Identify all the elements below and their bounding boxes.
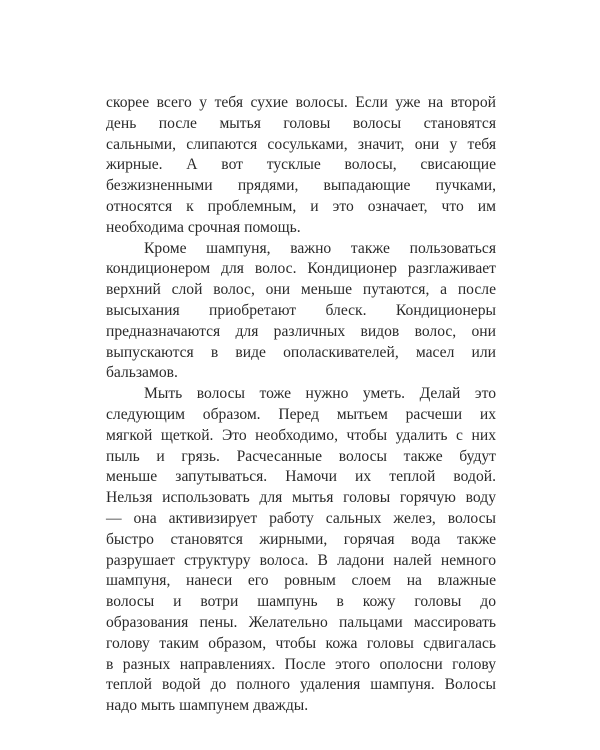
text-line: теплой водой до полного удаления шампуня. Волосы <box>106 676 496 694</box>
text-line: надо мыть шампунем дважды. <box>106 697 309 715</box>
text-line: шампуня, нанеси его ровным слоем на влажные <box>106 572 496 590</box>
text-line: выпускаются в виде ополаскивателей, масел или <box>106 343 496 361</box>
text-line: мягкой щеткой. Это необходимо, чтобы удалить с них <box>106 426 496 444</box>
text-line: следующим образом. Перед мытьем расчеши их <box>106 405 496 423</box>
text-line: предназначаются для различных видов волос, они <box>106 322 496 340</box>
text-line: Кроме шампуня, важно также пользоваться <box>144 239 496 257</box>
text-line: бальзамов. <box>106 364 178 382</box>
text-line: разрушает структуру волоса. В ладони налей немного <box>106 551 496 569</box>
text-line: скорее всего у тебя сухие волосы. Если уже на второй <box>106 94 496 111</box>
text-line: в разных направлениях. После этого ополосни голову <box>106 655 496 673</box>
text-line: — она активизирует работу сальных желез, волосы <box>106 509 496 527</box>
paragraph <box>106 384 496 717</box>
text-line: быстро становятся жирными, горячая вода также <box>106 530 496 548</box>
text-line: высыхания приобретают блеск. Кондиционеры <box>106 301 496 319</box>
text-line: Нельзя использовать для мытья головы горячую воду <box>106 489 496 507</box>
text-line: относятся к проблемным, и это означает, что им <box>106 197 496 215</box>
text-line: меньше запутываться. Намочи их теплой водой. <box>106 468 496 486</box>
text-line: образования пены. Желательно пальцами массировать <box>106 613 496 631</box>
text-line: сальными, слипаются сосульками, значит, они у тебя <box>106 135 496 153</box>
text-line: жирные. А вот тусклые волосы, свисающие <box>106 156 496 174</box>
text-line: кондиционером для волос. Кондиционер разглаживает <box>106 260 496 278</box>
paragraph <box>106 239 496 385</box>
text-line: волосы и вотри шампунь в кожу головы до <box>106 593 496 611</box>
text-line: верхний слой волос, они меньше путаются, а после <box>106 281 496 299</box>
text-line: день после мытья головы волосы становятся <box>106 114 496 132</box>
text-line: голову таким образом, чтобы кожа головы сдвигалась <box>106 634 496 652</box>
paragraph <box>106 93 496 239</box>
text-line: пыль и грязь. Расчесанные волосы также будут <box>106 447 496 465</box>
text-line: Мыть волосы тоже нужно уметь. Делай это <box>144 385 496 403</box>
text-line: необходима срочная помощь. <box>106 218 301 236</box>
body-text <box>106 93 496 717</box>
text-line: безжизненными прядями, выпадающие пучками, <box>106 177 496 195</box>
